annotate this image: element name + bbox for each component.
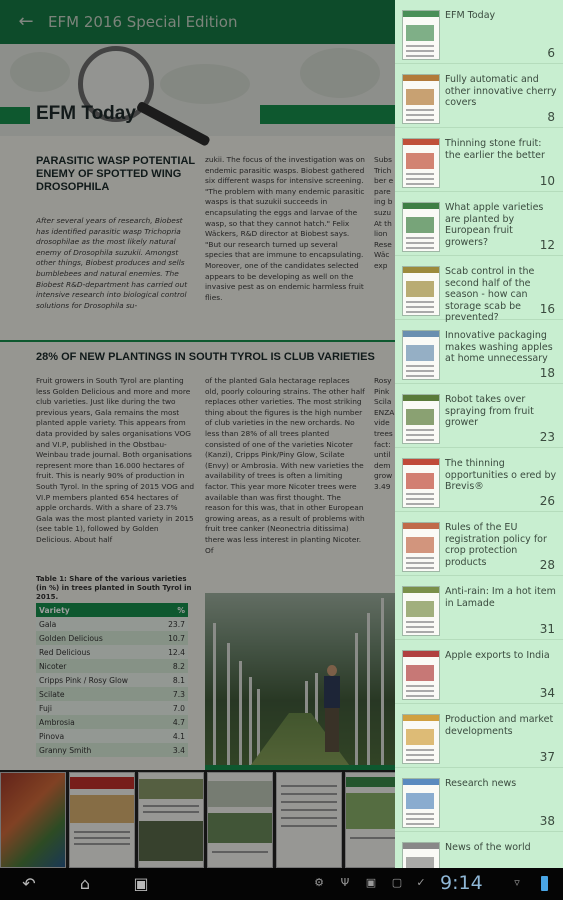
article-column-5: of the planted Gala hectarage replaces old, poorly colouring strains. The other half replaces other varieties. The most striking thing about the figures is the high number of club varieties in the new orchards. No less than 28% of all trees planted consisted of one of the varieties Nicoter (Kanzi), Cripps Pink/Piny Glow, Scilate (Envy) or Ambrosia. With new varieties the availability of trees is often a limiting factor. This year more Nicoter trees were available than was first thought. The reason for this was, that in other European growing areas, as a result of problems with fruit tree canker (Neonectria ditissima) there was less interest in planting Nicoter. Of [205, 376, 365, 555]
toc-item-page-number: 16 [539, 302, 555, 316]
toc-item[interactable] [395, 192, 563, 256]
toc-item[interactable] [395, 512, 563, 576]
toc-item[interactable] [395, 448, 563, 512]
table-cell: Scilate [36, 687, 158, 701]
toc-item[interactable] [395, 64, 563, 128]
table-cell: Golden Delicious [36, 631, 158, 645]
toc-item-title: Scab control in the second half of the season - how can storage scab be prevented? [445, 266, 535, 323]
toc-page-thumbnail [402, 10, 440, 60]
article-headline: PARASITIC WASP POTENTIAL ENEMY OF SPOTTED WING DROSOPHILA [36, 155, 195, 193]
toc-drawer[interactable] [395, 0, 563, 868]
toc-item-page-number: 12 [539, 238, 555, 252]
table-cell: 23.7 [158, 617, 188, 631]
status-clock: 9:14 [440, 872, 483, 894]
toc-item-title: Fully automatic and other innovative cherry covers [445, 74, 557, 108]
toc-item-title: Rules of the EU registration policy for crop protection products [445, 522, 547, 568]
toc-page-thumbnail [402, 650, 440, 700]
toc-item-title: EFM Today [445, 10, 496, 21]
toc-item[interactable] [395, 768, 563, 832]
table-cell: Nicoter [36, 659, 158, 673]
table-cell: 8.2 [158, 659, 188, 673]
table-cell: Ambrosia [36, 715, 158, 729]
android-debug-icon: ⚙ [314, 876, 324, 889]
toc-item-page-number: 31 [539, 622, 555, 636]
toc-item[interactable] [395, 320, 563, 384]
table-cell: Gala [36, 617, 158, 631]
toc-page-thumbnail [402, 330, 440, 380]
recents-nav-icon[interactable]: ▣ [133, 874, 149, 893]
toc-item-page-number: 37 [539, 750, 555, 764]
toc-page-thumbnail [402, 266, 440, 316]
toc-item[interactable] [395, 640, 563, 704]
system-nav-bar [0, 868, 563, 900]
table-header-percent: % [158, 603, 188, 617]
table-cell: 8.1 [158, 673, 188, 687]
toc-item-page-number: 28 [539, 558, 555, 572]
table-cell: Fuji [36, 701, 158, 715]
article-column-3: Subs Trich ber e pare ing b suzu At th lion Rese Wäc exp [374, 155, 394, 270]
table-header-variety: Variety [36, 603, 158, 617]
toc-page-thumbnail [402, 842, 440, 868]
toc-item-title: Thinning stone fruit: the earlier the better [445, 138, 545, 161]
toc-item-title: Anti-rain: Im a hot item in Lamade [445, 586, 556, 609]
toc-item-title: What apple varieties are planted by European fruit growers? [445, 202, 544, 248]
toc-item-title: Innovative packaging makes washing apples at home unnecessary [445, 330, 553, 364]
toc-item-page-number: 6 [547, 46, 555, 60]
toc-page-thumbnail [402, 586, 440, 636]
toc-item-page-number: 38 [539, 814, 555, 828]
toc-page-thumbnail [402, 138, 440, 188]
toc-page-thumbnail [402, 458, 440, 508]
arrow-left-icon[interactable]: ← [18, 11, 34, 32]
toc-item-title: Apple exports to India [445, 650, 550, 661]
table-cell: Red Delicious [36, 645, 158, 659]
toc-item[interactable] [395, 0, 563, 64]
battery-icon [541, 876, 548, 891]
toc-item-title: Robot takes over spraying from fruit grower [445, 394, 534, 428]
toc-item[interactable] [395, 576, 563, 640]
article-column-2: zukii. The focus of the investigation was on endemic parasitic wasps. Biobest gathered six different wasps for intensive screening. "The problem with many endemic parasitic wasps is that suzukii succeeds in encapsulating the eggs and larvae of the wasp, so that they cannot hatch." Felix Wäckers, R&D director at Biobest says. "But our research turned up several species that are immune to encapsulating. Moreover, one of the candidates selected appears to be developing as well on the invasive pest as on endemic harmless fruit flies. [205, 155, 365, 302]
toc-page-thumbnail [402, 394, 440, 444]
toc-page-thumbnail [402, 202, 440, 252]
table-cell: 7.3 [158, 687, 188, 701]
table-caption: Table 1: Share of the various varieties (in %) in trees planted in South Tyrol in 2015. [36, 575, 192, 601]
check-icon: ✓ [416, 876, 426, 889]
table-cell: 4.1 [158, 729, 188, 743]
toc-item[interactable] [395, 832, 563, 868]
toc-item-title: Research news [445, 778, 517, 789]
table-cell: Cripps Pink / Rosy Glow [36, 673, 158, 687]
table-cell: Pinova [36, 729, 158, 743]
table-cell: Granny Smith [36, 743, 158, 757]
table-cell: 7.0 [158, 701, 188, 715]
toc-item[interactable] [395, 384, 563, 448]
toc-page-thumbnail [402, 74, 440, 124]
toc-item[interactable] [395, 128, 563, 192]
table-cell: 10.7 [158, 631, 188, 645]
article-column-1: After several years of research, Biobest has identified parasitic wasp Trichopria drosophilae as the most likely natural enemy of Drosophila suzukii. Amongst other things, Biobest produces and sells bumblebees and natural enemies. The Biobest R&D-department has carried out intensive research into biological control solutions for Drosophila su- [36, 216, 188, 310]
toc-item-page-number: 23 [539, 430, 555, 444]
toc-page-thumbnail [402, 522, 440, 572]
back-nav-icon[interactable]: ↶ [22, 874, 36, 893]
app-title: EFM 2016 Special Edition [48, 13, 238, 31]
toc-page-thumbnail [402, 714, 440, 764]
home-nav-icon[interactable]: ⌂ [79, 874, 91, 893]
section-title: EFM Today [36, 103, 136, 124]
table-cell: 3.4 [158, 743, 188, 757]
table-cell: 12.4 [158, 645, 188, 659]
toc-item[interactable] [395, 704, 563, 768]
screenshot-icon: ▣ [365, 876, 377, 889]
wifi-icon: ▿ [514, 876, 520, 889]
table-cell: 4.7 [158, 715, 188, 729]
toc-item-page-number: 8 [547, 110, 555, 124]
toc-item-page-number: 26 [539, 494, 555, 508]
article-subhead: 28% OF NEW PLANTINGS IN SOUTH TYROL IS CLUB VARIETIES [36, 351, 375, 363]
toc-item-page-number: 34 [539, 686, 555, 700]
gallery-icon: ▢ [391, 876, 403, 889]
article-column-4: Fruit growers in South Tyrol are planting less Golden Delicious and more and more club varieties. Just like during the two previous years, Gala remains the most planted apple variety. This appears from data provided by sales organisations VOG and VI.P, published in the Obstbau-Weinbau trade journal. Both organisations represent more than 16.000 hectares of fruit. This is nearly 90% of production in South Tyrol. In the spring of 2015 VOG and VI.P members planted 654 hectares of apple orchards. With a share of 23.7% Gala was the most planted variety in 2015 (see table 1), followed by Golden Delicious. About half [36, 376, 195, 544]
toc-item-title: Production and market developments [445, 714, 554, 737]
toc-item[interactable] [395, 256, 563, 323]
usb-icon: Ψ [340, 876, 350, 889]
toc-item-page-number: 10 [539, 174, 555, 188]
toc-item-title: The thinning opportunities o ered by Brevis® [445, 458, 557, 492]
toc-page-thumbnail [402, 778, 440, 828]
toc-item-title: News of the world [445, 842, 531, 853]
toc-item-page-number: 18 [539, 366, 555, 380]
article-column-6: Rosy Pink Scila ENZA vide trees fact: until dem grow 3.49 [374, 376, 395, 491]
